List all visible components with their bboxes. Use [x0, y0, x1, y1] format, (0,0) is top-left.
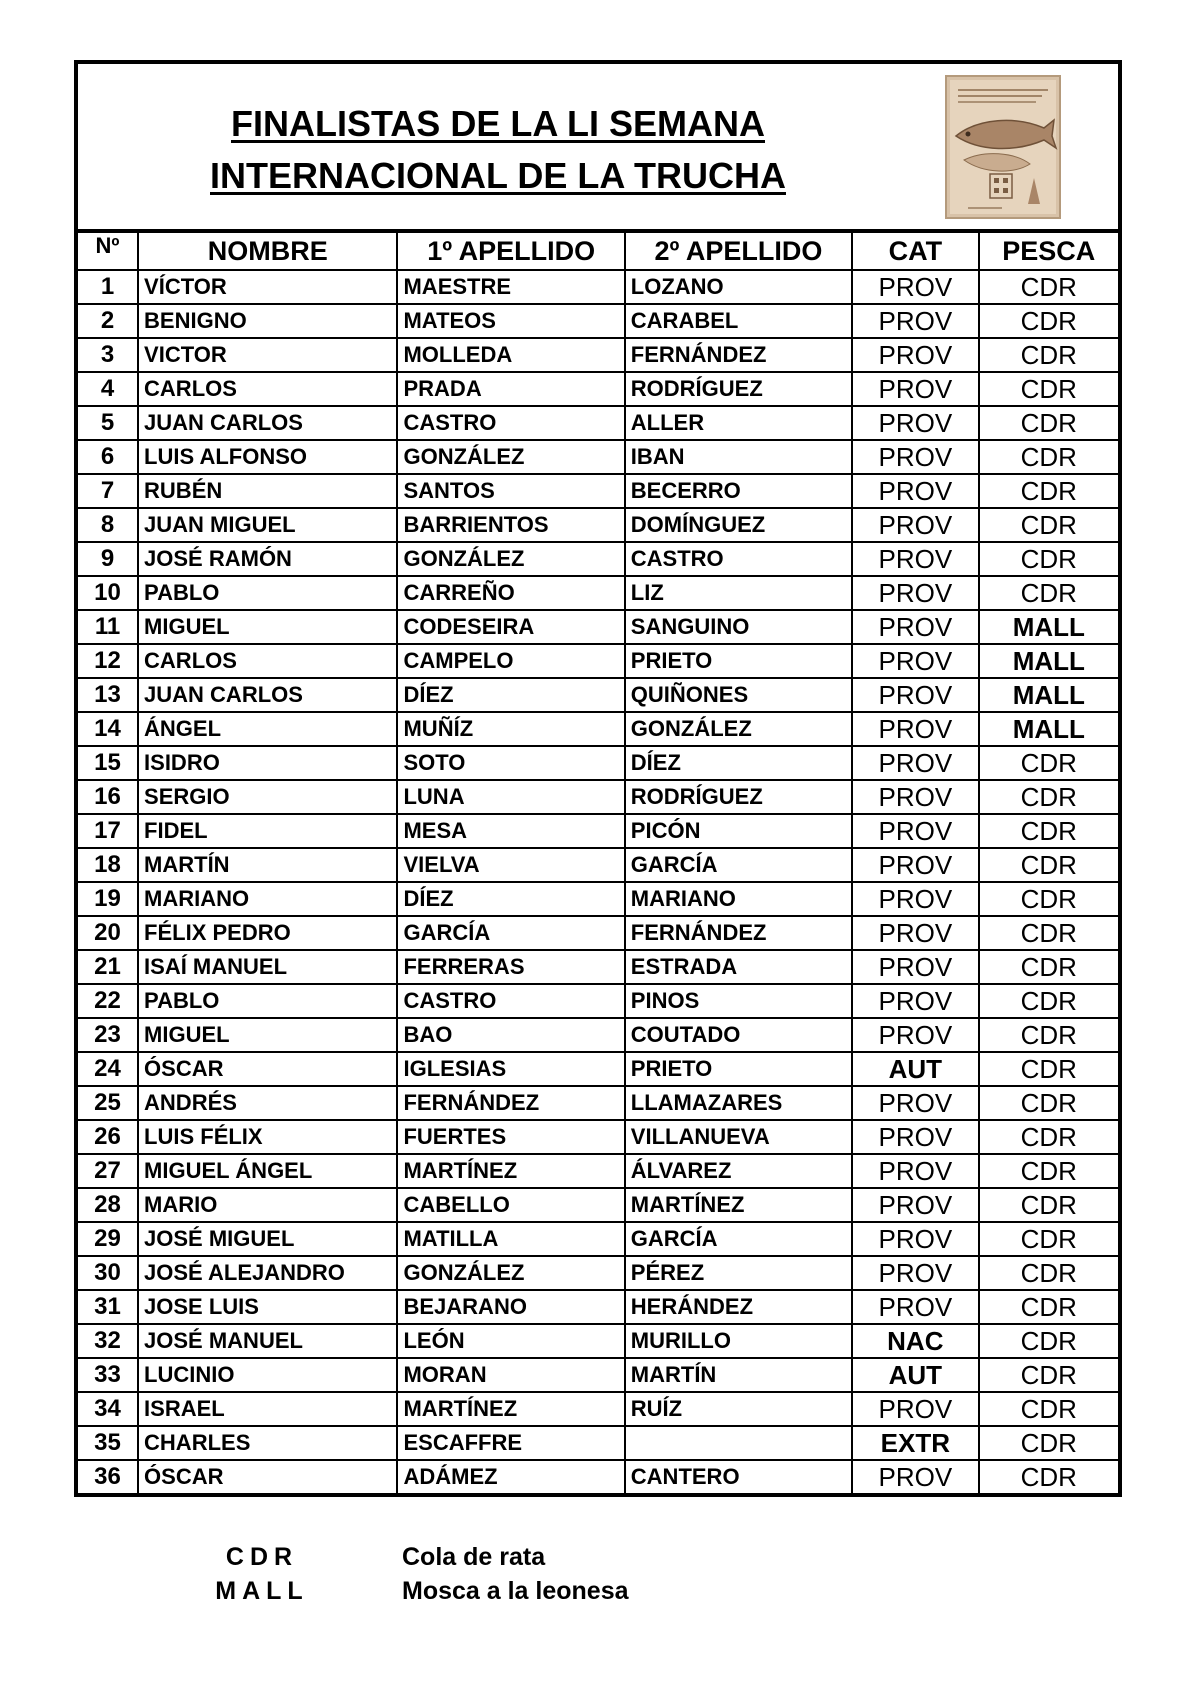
cell-cat: EXTR: [852, 1426, 979, 1460]
title-line-1: FINALISTAS DE LA LI SEMANA: [231, 103, 765, 144]
cell-pesca: CDR: [979, 1460, 1118, 1493]
cell-pesca: CDR: [979, 576, 1118, 610]
cell-apellido1: VIELVA: [397, 848, 624, 882]
table-row: [78, 372, 1118, 406]
cell-pesca: MALL: [979, 610, 1118, 644]
cell-pesca: CDR: [979, 1256, 1118, 1290]
row-number: 11: [78, 610, 138, 644]
cell-cat: PROV: [852, 1460, 979, 1493]
cell-apellido1: DÍEZ: [397, 678, 624, 712]
cell-apellido1: GONZÁLEZ: [397, 1256, 624, 1290]
legend-description: Mosca a la leonesa: [402, 1577, 629, 1605]
cell-cat: PROV: [852, 270, 979, 304]
table-row: [78, 508, 1118, 542]
cell-nombre: ANDRÉS: [138, 1086, 397, 1120]
cell-pesca: CDR: [979, 270, 1118, 304]
cell-cat: PROV: [852, 1256, 979, 1290]
cell-nombre: CHARLES: [138, 1426, 397, 1460]
table-row: [78, 1426, 1118, 1460]
cell-apellido1: BAO: [397, 1018, 624, 1052]
col-header-cat: CAT: [852, 233, 979, 270]
cell-cat: PROV: [852, 406, 979, 440]
cell-cat: PROV: [852, 916, 979, 950]
cell-nombre: ÓSCAR: [138, 1460, 397, 1493]
table-row: [78, 440, 1118, 474]
row-number: 36: [78, 1460, 138, 1493]
table-row: [78, 1086, 1118, 1120]
cell-apellido1: LUNA: [397, 780, 624, 814]
table-row: [78, 1358, 1118, 1392]
cell-cat: PROV: [852, 1154, 979, 1188]
cell-cat: AUT: [852, 1358, 979, 1392]
cell-apellido1: IGLESIAS: [397, 1052, 624, 1086]
cell-apellido1: SANTOS: [397, 474, 624, 508]
cell-pesca: MALL: [979, 678, 1118, 712]
cell-apellido2: RUÍZ: [625, 1392, 852, 1426]
cell-pesca: MALL: [979, 644, 1118, 678]
cell-apellido1: ADÁMEZ: [397, 1460, 624, 1493]
cell-cat: AUT: [852, 1052, 979, 1086]
row-number: 26: [78, 1120, 138, 1154]
table-row: [78, 1120, 1118, 1154]
cell-nombre: MARTÍN: [138, 848, 397, 882]
cell-pesca: CDR: [979, 1222, 1118, 1256]
cell-apellido2: RODRÍGUEZ: [625, 372, 852, 406]
cell-apellido2: ESTRADA: [625, 950, 852, 984]
cell-apellido2: MARTÍNEZ: [625, 1188, 852, 1222]
cell-cat: PROV: [852, 712, 979, 746]
cell-apellido1: CABELLO: [397, 1188, 624, 1222]
cell-pesca: CDR: [979, 406, 1118, 440]
cell-apellido1: MATILLA: [397, 1222, 624, 1256]
cell-pesca: CDR: [979, 1188, 1118, 1222]
cell-apellido2: MARIANO: [625, 882, 852, 916]
cell-apellido1: DÍEZ: [397, 882, 624, 916]
cell-nombre: RUBÉN: [138, 474, 397, 508]
cell-apellido2: DOMÍNGUEZ: [625, 508, 852, 542]
row-number: 9: [78, 542, 138, 576]
row-number: 7: [78, 474, 138, 508]
cell-apellido2: FERNÁNDEZ: [625, 916, 852, 950]
cell-apellido1: PRADA: [397, 372, 624, 406]
row-number: 12: [78, 644, 138, 678]
page-title: [118, 98, 878, 202]
cell-cat: PROV: [852, 746, 979, 780]
row-number: 24: [78, 1052, 138, 1086]
cell-apellido1: GARCÍA: [397, 916, 624, 950]
table-row: [78, 1154, 1118, 1188]
col-header-apellido1: 1º APELLIDO: [397, 233, 624, 270]
table-row: [78, 1290, 1118, 1324]
cell-cat: PROV: [852, 814, 979, 848]
cell-cat: PROV: [852, 372, 979, 406]
cell-pesca: CDR: [979, 1358, 1118, 1392]
cell-pesca: CDR: [979, 1154, 1118, 1188]
finalists-table: [78, 233, 1118, 1493]
table-row: [78, 678, 1118, 712]
table-row: [78, 542, 1118, 576]
cell-nombre: PABLO: [138, 576, 397, 610]
row-number: 29: [78, 1222, 138, 1256]
col-header-nombre: NOMBRE: [138, 233, 397, 270]
table-row: [78, 610, 1118, 644]
cell-cat: PROV: [852, 1086, 979, 1120]
cell-apellido2: MARTÍN: [625, 1358, 852, 1392]
cell-pesca: CDR: [979, 882, 1118, 916]
title-line-2: INTERNACIONAL DE LA TRUCHA: [210, 155, 786, 196]
table-row: [78, 1460, 1118, 1493]
cell-apellido2: ÁLVAREZ: [625, 1154, 852, 1188]
cell-pesca: CDR: [979, 338, 1118, 372]
cell-cat: PROV: [852, 848, 979, 882]
row-number: 14: [78, 712, 138, 746]
table-row: [78, 576, 1118, 610]
table-row: [78, 1324, 1118, 1358]
row-number: 35: [78, 1426, 138, 1460]
row-number: 21: [78, 950, 138, 984]
cell-pesca: CDR: [979, 440, 1118, 474]
cell-pesca: CDR: [979, 746, 1118, 780]
row-number: 25: [78, 1086, 138, 1120]
cell-nombre: FIDEL: [138, 814, 397, 848]
cell-cat: PROV: [852, 1188, 979, 1222]
cell-apellido2: RODRÍGUEZ: [625, 780, 852, 814]
cell-pesca: CDR: [979, 372, 1118, 406]
cell-apellido2: FERNÁNDEZ: [625, 338, 852, 372]
cell-apellido1: MORAN: [397, 1358, 624, 1392]
row-number: 15: [78, 746, 138, 780]
cell-cat: PROV: [852, 440, 979, 474]
cell-apellido2: COUTADO: [625, 1018, 852, 1052]
row-number: 6: [78, 440, 138, 474]
table-row: [78, 1052, 1118, 1086]
cell-cat: PROV: [852, 576, 979, 610]
table-row: [78, 1018, 1118, 1052]
cell-nombre: FÉLIX PEDRO: [138, 916, 397, 950]
cell-nombre: JOSE LUIS: [138, 1290, 397, 1324]
cell-apellido1: MESA: [397, 814, 624, 848]
cell-nombre: LUIS FÉLIX: [138, 1120, 397, 1154]
cell-apellido1: BEJARANO: [397, 1290, 624, 1324]
cell-apellido2: VILLANUEVA: [625, 1120, 852, 1154]
cell-apellido2: ALLER: [625, 406, 852, 440]
cell-apellido2: CASTRO: [625, 542, 852, 576]
cell-cat: PROV: [852, 984, 979, 1018]
cell-pesca: CDR: [979, 950, 1118, 984]
cell-apellido2: DÍEZ: [625, 746, 852, 780]
cell-cat: PROV: [852, 1120, 979, 1154]
cell-nombre: MIGUEL: [138, 1018, 397, 1052]
cell-nombre: JOSÉ MANUEL: [138, 1324, 397, 1358]
cell-nombre: JUAN CARLOS: [138, 406, 397, 440]
row-number: 10: [78, 576, 138, 610]
cell-nombre: MIGUEL: [138, 610, 397, 644]
row-number: 13: [78, 678, 138, 712]
finalists-sheet: [74, 60, 1122, 1497]
cell-nombre: LUCINIO: [138, 1358, 397, 1392]
cell-cat: PROV: [852, 950, 979, 984]
cell-nombre: ISRAEL: [138, 1392, 397, 1426]
cell-apellido1: MARTÍNEZ: [397, 1392, 624, 1426]
cell-cat: PROV: [852, 304, 979, 338]
cell-pesca: CDR: [979, 916, 1118, 950]
cell-apellido2: GONZÁLEZ: [625, 712, 852, 746]
cell-apellido2: HERÁNDEZ: [625, 1290, 852, 1324]
row-number: 23: [78, 1018, 138, 1052]
cell-pesca: CDR: [979, 474, 1118, 508]
table-row: [78, 304, 1118, 338]
cell-apellido2: SANGUINO: [625, 610, 852, 644]
legend-row-cdr: [212, 1540, 712, 1574]
cell-pesca: MALL: [979, 712, 1118, 746]
cell-apellido1: BARRIENTOS: [397, 508, 624, 542]
cell-nombre: MIGUEL ÁNGEL: [138, 1154, 397, 1188]
legend-code: CDR: [225, 1543, 299, 1571]
col-header-num: Nº: [78, 233, 138, 270]
cell-apellido2: [625, 1426, 852, 1460]
cell-nombre: JOSÉ ALEJANDRO: [138, 1256, 397, 1290]
table-row: [78, 882, 1118, 916]
cell-cat: PROV: [852, 1290, 979, 1324]
cell-apellido1: CARREÑO: [397, 576, 624, 610]
cell-apellido1: SOTO: [397, 746, 624, 780]
cell-apellido1: CASTRO: [397, 984, 624, 1018]
cell-apellido2: BECERRO: [625, 474, 852, 508]
cell-pesca: CDR: [979, 814, 1118, 848]
cell-pesca: CDR: [979, 1052, 1118, 1086]
table-row: [78, 916, 1118, 950]
row-number: 1: [78, 270, 138, 304]
cell-nombre: MARIANO: [138, 882, 397, 916]
cell-apellido2: LIZ: [625, 576, 852, 610]
row-number: 34: [78, 1392, 138, 1426]
cell-pesca: CDR: [979, 780, 1118, 814]
cell-pesca: CDR: [979, 1290, 1118, 1324]
cell-apellido1: MOLLEDA: [397, 338, 624, 372]
cell-pesca: CDR: [979, 1018, 1118, 1052]
cell-nombre: PABLO: [138, 984, 397, 1018]
table-row: [78, 406, 1118, 440]
cell-apellido1: FERRERAS: [397, 950, 624, 984]
cell-apellido2: LLAMAZARES: [625, 1086, 852, 1120]
cell-pesca: CDR: [979, 1426, 1118, 1460]
table-body: [78, 270, 1118, 1493]
cell-nombre: ISAÍ MANUEL: [138, 950, 397, 984]
cell-pesca: CDR: [979, 848, 1118, 882]
cell-apellido1: MARTÍNEZ: [397, 1154, 624, 1188]
cell-cat: NAC: [852, 1324, 979, 1358]
row-number: 19: [78, 882, 138, 916]
cell-pesca: CDR: [979, 304, 1118, 338]
cell-cat: PROV: [852, 882, 979, 916]
table-row: [78, 1222, 1118, 1256]
cell-nombre: VÍCTOR: [138, 270, 397, 304]
cell-nombre: BENIGNO: [138, 304, 397, 338]
cell-cat: PROV: [852, 1222, 979, 1256]
cell-nombre: CARLOS: [138, 644, 397, 678]
table-row: [78, 474, 1118, 508]
col-header-pesca: PESCA: [979, 233, 1118, 270]
cell-pesca: CDR: [979, 1086, 1118, 1120]
cell-apellido1: ESCAFFRE: [397, 1426, 624, 1460]
cell-nombre: LUIS ALFONSO: [138, 440, 397, 474]
cell-nombre: JUAN MIGUEL: [138, 508, 397, 542]
row-number: 27: [78, 1154, 138, 1188]
cell-apellido2: MURILLO: [625, 1324, 852, 1358]
table-row: [78, 1392, 1118, 1426]
row-number: 3: [78, 338, 138, 372]
cell-nombre: VICTOR: [138, 338, 397, 372]
table-row: [78, 1256, 1118, 1290]
row-number: 33: [78, 1358, 138, 1392]
table-row: [78, 984, 1118, 1018]
row-number: 8: [78, 508, 138, 542]
cell-apellido2: PRIETO: [625, 644, 852, 678]
cell-apellido1: CODESEIRA: [397, 610, 624, 644]
cell-pesca: CDR: [979, 1120, 1118, 1154]
cell-apellido2: IBAN: [625, 440, 852, 474]
table-row: [78, 780, 1118, 814]
cell-nombre: MARIO: [138, 1188, 397, 1222]
cell-nombre: JUAN CARLOS: [138, 678, 397, 712]
cell-cat: PROV: [852, 338, 979, 372]
cell-cat: PROV: [852, 474, 979, 508]
row-number: 28: [78, 1188, 138, 1222]
cell-apellido1: GONZÁLEZ: [397, 542, 624, 576]
cell-apellido2: CARABEL: [625, 304, 852, 338]
cell-apellido2: QUIÑONES: [625, 678, 852, 712]
cell-pesca: CDR: [979, 1392, 1118, 1426]
cell-pesca: CDR: [979, 984, 1118, 1018]
cell-cat: PROV: [852, 678, 979, 712]
row-number: 20: [78, 916, 138, 950]
cell-cat: PROV: [852, 644, 979, 678]
legend-code: MALL: [215, 1577, 309, 1605]
cell-nombre: ISIDRO: [138, 746, 397, 780]
cell-cat: PROV: [852, 1392, 979, 1426]
cell-apellido2: PINOS: [625, 984, 852, 1018]
cell-cat: PROV: [852, 780, 979, 814]
cell-cat: PROV: [852, 508, 979, 542]
legend-row-mall: [212, 1574, 712, 1608]
cell-nombre: ÓSCAR: [138, 1052, 397, 1086]
table-row: [78, 1188, 1118, 1222]
row-number: 2: [78, 304, 138, 338]
cell-nombre: CARLOS: [138, 372, 397, 406]
table-row: [78, 338, 1118, 372]
cell-pesca: CDR: [979, 508, 1118, 542]
cell-apellido2: GARCÍA: [625, 1222, 852, 1256]
cell-cat: PROV: [852, 542, 979, 576]
cell-apellido1: MAESTRE: [397, 270, 624, 304]
table-row: [78, 746, 1118, 780]
cell-apellido2: GARCÍA: [625, 848, 852, 882]
legend-description: Cola de rata: [402, 1543, 546, 1571]
sheet-header: [78, 64, 1118, 233]
cell-nombre: JOSÉ RAMÓN: [138, 542, 397, 576]
cell-pesca: CDR: [979, 1324, 1118, 1358]
cell-apellido1: MUÑÍZ: [397, 712, 624, 746]
cell-cat: PROV: [852, 1018, 979, 1052]
row-number: 18: [78, 848, 138, 882]
row-number: 32: [78, 1324, 138, 1358]
cell-nombre: JOSÉ MIGUEL: [138, 1222, 397, 1256]
cell-apellido1: CASTRO: [397, 406, 624, 440]
cell-nombre: ÁNGEL: [138, 712, 397, 746]
row-number: 5: [78, 406, 138, 440]
table-row: [78, 848, 1118, 882]
table-header-row: [78, 233, 1118, 270]
row-number: 30: [78, 1256, 138, 1290]
book-cover-icon: [944, 74, 1062, 220]
row-number: 31: [78, 1290, 138, 1324]
cell-apellido2: PÉREZ: [625, 1256, 852, 1290]
legend: [212, 1540, 712, 1608]
table-row: [78, 712, 1118, 746]
cell-pesca: CDR: [979, 542, 1118, 576]
cell-apellido1: FUERTES: [397, 1120, 624, 1154]
cell-apellido1: FERNÁNDEZ: [397, 1086, 624, 1120]
table-row: [78, 644, 1118, 678]
row-number: 4: [78, 372, 138, 406]
col-header-apellido2: 2º APELLIDO: [625, 233, 852, 270]
row-number: 16: [78, 780, 138, 814]
row-number: 22: [78, 984, 138, 1018]
cell-nombre: SERGIO: [138, 780, 397, 814]
table-row: [78, 270, 1118, 304]
cell-apellido1: GONZÁLEZ: [397, 440, 624, 474]
cell-apellido2: PICÓN: [625, 814, 852, 848]
cell-apellido1: CAMPELO: [397, 644, 624, 678]
cell-apellido1: MATEOS: [397, 304, 624, 338]
cell-cat: PROV: [852, 610, 979, 644]
cell-apellido2: PRIETO: [625, 1052, 852, 1086]
cell-apellido1: LEÓN: [397, 1324, 624, 1358]
table-row: [78, 950, 1118, 984]
table-row: [78, 814, 1118, 848]
row-number: 17: [78, 814, 138, 848]
cell-apellido2: LOZANO: [625, 270, 852, 304]
cell-apellido2: CANTERO: [625, 1460, 852, 1493]
